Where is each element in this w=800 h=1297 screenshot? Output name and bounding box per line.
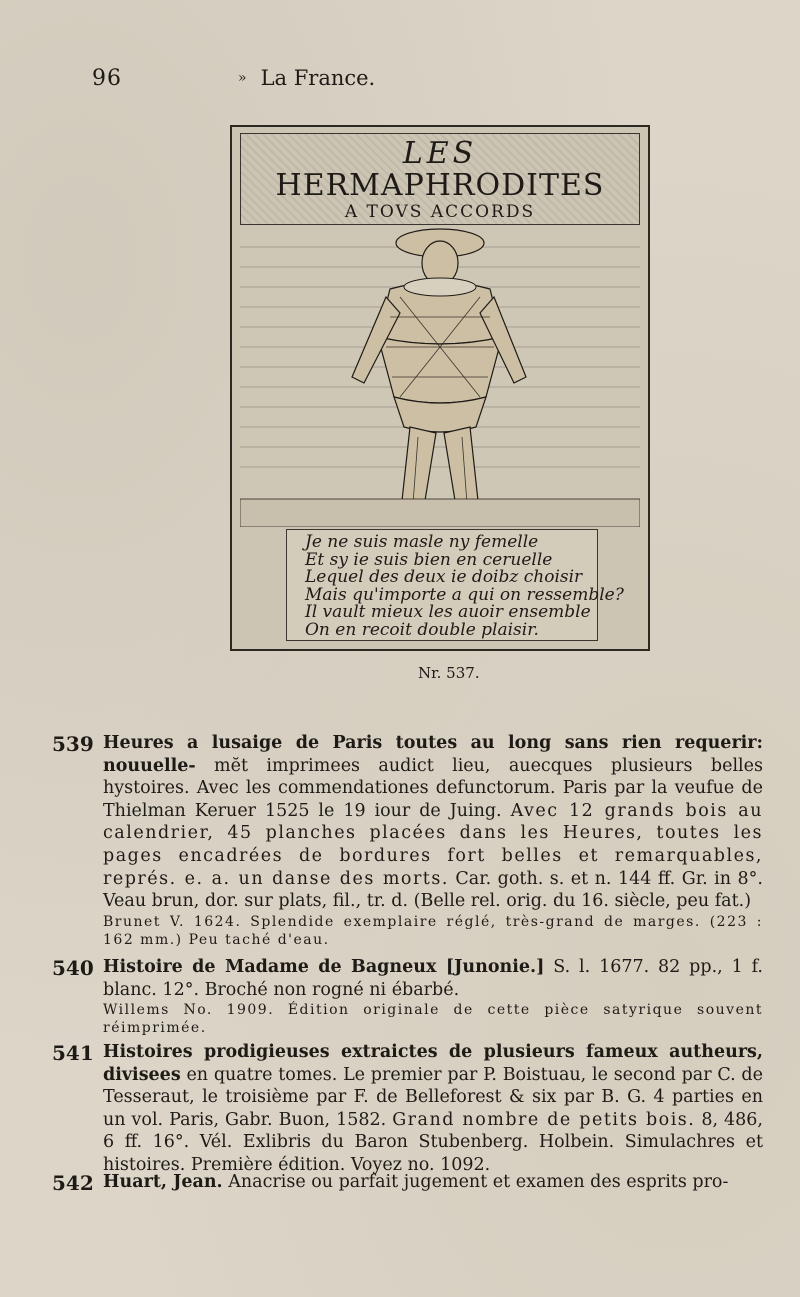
entry-title: Heures a lusaige de Paris toutes au long sans rien requerir: nouuelle- <box>103 733 763 776</box>
entry-illustrations: Avec 12 grands bois au calendrier, 45 planches placées dans les Heures, toutes les pages encadrées de bordures fort belles et remarquables, représ. e. a. un danse des morts. <box>103 800 763 889</box>
verse-line: Il vault mieux les auoir ensemble <box>305 602 591 622</box>
entry-text: mĕt imprimees audict lieu, auecques plusieurs belles hystoires. Avec les commendationes defunctorum. Paris par la veufue de Thielman Keruer 1525 le 19 iour de Juing. <box>103 755 763 821</box>
entry-number: 542 <box>52 1171 94 1195</box>
entry-title: Huart, Jean. <box>103 1172 223 1192</box>
entry-title: Histoires prodigieuses extraictes de plusieurs fameux autheurs, divisees <box>103 1042 763 1085</box>
verse-line: Mais qu'importe a qui on ressemble? <box>305 584 624 605</box>
entry-body <box>103 1171 763 1194</box>
entry-note: Willems No. 1909. Édition originale de cette pièce satyrique souvent réimprimée. <box>103 1002 763 1037</box>
ornament-mark: » <box>238 70 247 86</box>
entry-text: S. l. 1677. 82 pp., 1 f. blanc. 12°. Broché non rogné ni ébarbé. <box>103 957 763 1000</box>
plate-verse-box <box>286 529 624 641</box>
verse-line: On en recoit double plaisir. <box>305 619 539 640</box>
entry-text: 8, 486, 6 ff. 16°. Vél. Exlibris du Baron Stubenberg. Holbein. Simulachres et histoires. Première édition. Voyez no. 1092. <box>103 1109 763 1175</box>
entry-number: 539 <box>52 732 94 756</box>
entry-text: Anacrise ou parfait jugement et examen des esprits pro- <box>228 1172 729 1192</box>
running-head-text: La France. <box>260 66 376 90</box>
entry-body <box>103 956 763 1037</box>
engraved-plate <box>230 125 650 651</box>
entry-title: Histoire de Madame de Bagneux [Junonie.] <box>103 957 545 977</box>
plate-title-line-1: LES <box>402 136 478 171</box>
page-number: 96 <box>92 66 122 91</box>
verse-line: Et sy ie suis bien en ceruelle <box>305 549 553 570</box>
entry-body <box>103 1041 763 1177</box>
plate-title-line-3: A TOVS ACCORDS <box>344 202 536 222</box>
entry-illustrations: Grand nombre de petits bois. <box>392 1109 696 1130</box>
running-head <box>238 66 375 90</box>
entry-note: Brunet V. 1624. Splendide exemplaire réglé, très-grand de marges. (223 : 162 mm.) Peu taché d'eau. <box>103 913 763 948</box>
verse-line: Lequel des deux ie doibz choisir <box>305 567 583 587</box>
entry-body <box>103 732 763 949</box>
verse-line: Je ne suis masle ny femelle <box>305 532 539 552</box>
plate-caption: Nr. 537. <box>418 664 480 682</box>
entry-text: Car. goth. s. et n. 144 ff. Gr. in 8°. Veau brun, dor. sur plats, fil., tr. d. (Belle rel. orig. du 16. siècle, peu fat.) <box>103 868 763 912</box>
entry-text: en quatre tomes. Le premier par P. Boistuau, le second par C. de Tesseraut, le troisième par F. de Belleforest & six par B. G. 4 parties en un vol. Paris, Gabr. Buon, 1582. <box>103 1064 763 1130</box>
page-header <box>0 66 800 106</box>
hermaphrodite-figure-illustration <box>240 227 640 527</box>
plate-title-line-2: HERMAPHRODITES <box>275 168 605 203</box>
entry-number: 540 <box>52 956 94 980</box>
entry-number: 541 <box>52 1041 94 1065</box>
plate-title-banner <box>240 133 640 225</box>
